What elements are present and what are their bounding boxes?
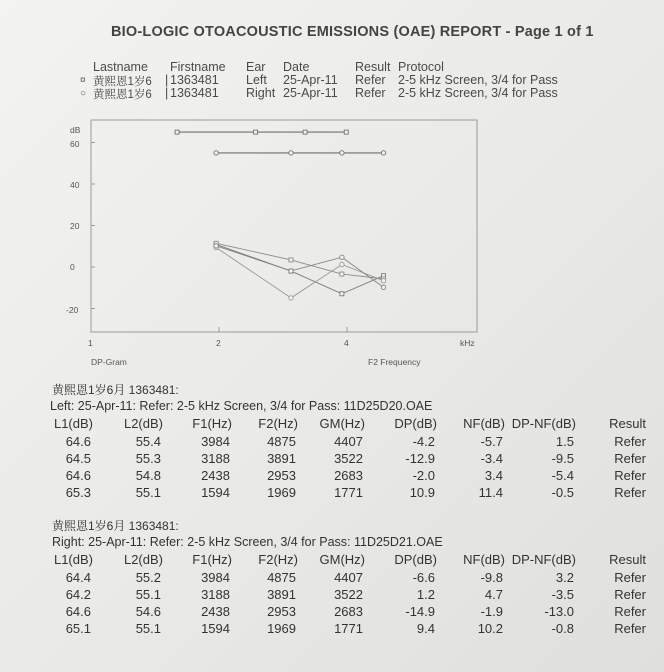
column-header: Result [609,416,646,431]
table-cell: 64.6 [65,468,91,483]
data-point [289,296,293,300]
column-header: L1(dB) [53,552,93,567]
table-cell: -5.7 [480,434,503,449]
header-firstname: Firstname [170,60,226,74]
data-point [254,130,258,134]
table-cell: 54.8 [135,468,161,483]
table-cell: -4.2 [412,434,435,449]
table-cell: 64.6 [65,434,91,449]
data-point [175,130,179,134]
table-cell: 11.4 [478,485,503,500]
column-header: F1(Hz) [192,552,232,567]
patient-name-line: 黄熙恩1岁6月 1363481: [52,383,179,397]
table-cell: Refer [614,434,646,449]
table-cell: 64.6 [65,604,91,619]
y-tick-label: 60 [70,139,80,149]
table-cell: 55.4 [135,434,161,449]
x-tick-label: 2 [216,338,221,348]
header-protocol: Protocol [398,60,444,74]
test-info-line: Right: 25-Apr-11: Refer: 2-5 kHz Screen, 3/4 for Pass: 11D25D21.OAE [52,535,443,549]
table-cell: 55.2 [135,570,161,585]
data-point [340,151,344,155]
header-ear: Ear [246,60,266,74]
table-cell: 55.1 [135,621,161,636]
data-point [214,244,218,248]
table-cell: 55.3 [135,451,161,466]
column-header: GM(Hz) [319,552,365,567]
y-tick-label: 20 [70,221,80,231]
table-cell: -9.8 [480,570,503,585]
report-title: BIO-LOGIC OTOACOUSTIC EMISSIONS (OAE) REPORT - Page 1 of 1 [111,24,594,40]
table-cell: 3188 [201,587,230,602]
column-header: L1(dB) [53,416,93,431]
x-tick-label: 4 [344,338,349,348]
column-header: L2(dB) [123,416,163,431]
data-point [381,278,385,282]
table-cell: -0.8 [551,621,574,636]
patient-separator: | [165,73,169,87]
table-cell: -12.9 [405,451,435,466]
column-header: Result [609,552,646,567]
table-cell: 1771 [334,621,363,636]
table-cell: 64.5 [65,451,91,466]
table-cell: 2438 [201,604,230,619]
table-cell: -3.4 [480,451,503,466]
table-cell: 1594 [201,621,230,636]
table-cell: 3522 [334,587,363,602]
x-tick-label: 1 [88,338,93,348]
column-header: GM(Hz) [319,416,365,431]
table-cell: 3522 [334,451,363,466]
table-cell: 2953 [267,604,296,619]
table-cell: -3.5 [551,587,574,602]
table-cell: 3984 [201,570,230,585]
patient-ear: Right [246,86,276,100]
table-cell: 9.4 [416,621,435,636]
data-point [303,130,307,134]
table-cell: 1771 [334,485,363,500]
table-cell: 65.1 [65,621,91,636]
data-point [381,285,385,289]
table-cell: -5.4 [551,468,574,483]
table-cell: 1969 [267,621,296,636]
table-cell: 4875 [267,434,296,449]
patient-id: 1363481 [170,86,219,100]
table-cell: -9.5 [551,451,574,466]
header-result: Result [355,60,391,74]
table-cell: 4407 [334,570,363,585]
column-header: F2(Hz) [258,416,298,431]
column-header: F1(Hz) [192,416,232,431]
chart-title: DP-Gram [91,357,127,367]
patient-ear: Left [246,73,267,87]
table-cell: 10.9 [409,485,435,500]
x-unit-label: kHz [460,338,475,348]
table-cell: -6.6 [412,570,435,585]
series-0 [214,242,385,295]
column-header: DP(dB) [394,552,437,567]
table-cell: -1.9 [480,604,503,619]
table-cell: Refer [614,468,646,483]
data-point [289,258,293,262]
y-tick-label: 40 [70,180,80,190]
series-4 [175,130,348,134]
table-cell: 1969 [267,485,296,500]
y-tick-label: 0 [70,262,75,272]
series-line [216,248,383,298]
table-cell: 65.3 [65,485,91,500]
table-cell: 3891 [267,451,296,466]
table-cell: Refer [614,604,646,619]
data-point [344,130,348,134]
table-cell: 64.2 [65,587,91,602]
table-cell: 55.1 [135,485,161,500]
table-cell: Refer [614,451,646,466]
table-cell: 64.4 [65,570,91,585]
data-point [340,272,344,276]
test-info-line: Left: 25-Apr-11: Refer: 2-5 kHz Screen, 3/4 for Pass: 11D25D20.OAE [50,399,433,413]
x-axis-label: F2 Frequency [368,357,421,367]
right-ear-marker-icon: ○ [80,88,87,99]
table-cell: 1.5 [555,434,574,449]
data-point [340,262,344,266]
patient-name-line: 黄熙恩1岁6月 1363481: [52,519,179,533]
data-point [289,151,293,155]
table-cell: 3.4 [484,468,503,483]
chart-frame [91,120,477,332]
patient-date: 25-Apr-11 [283,73,338,87]
data-point [289,269,293,273]
patient-protocol: 2-5 kHz Screen, 3/4 for Pass [398,86,558,100]
table-cell: 4.7 [484,587,503,602]
y-axis-unit: dB [70,125,81,135]
patient-name: 黄熙恩1岁6 [93,76,152,88]
table-cell: 4875 [267,570,296,585]
table-cell: 1.2 [416,587,435,602]
table-cell: 4407 [334,434,363,449]
patient-separator: | [165,86,169,100]
table-cell: Refer [614,587,646,602]
table-cell: Refer [614,570,646,585]
table-cell: 54.6 [135,604,161,619]
column-header: DP(dB) [394,416,437,431]
data-point [214,151,218,155]
table-cell: Refer [614,485,646,500]
data-point [340,292,344,296]
table-cell: 55.1 [135,587,161,602]
column-header: DP-NF(dB) [511,552,576,567]
table-cell: 10.2 [477,621,503,636]
patient-name: 黄熙恩1岁6 [93,89,152,101]
table-cell: 3891 [267,587,296,602]
series-3 [214,244,386,290]
data-point [381,151,385,155]
table-cell: 2683 [334,468,363,483]
header-date: Date [283,60,310,74]
patient-id: 1363481 [170,73,219,87]
patient-result: Refer [355,86,386,100]
table-cell: -13.0 [544,604,574,619]
table-cell: 3188 [201,451,230,466]
left-ear-marker-icon: ¤ [80,75,86,86]
table-cell: 2953 [267,468,296,483]
column-header: NF(dB) [463,416,505,431]
series-line [216,243,383,278]
table-cell: 2683 [334,604,363,619]
patient-result: Refer [355,73,386,87]
patient-protocol: 2-5 kHz Screen, 3/4 for Pass [398,73,558,87]
series-5 [214,151,386,155]
column-header: DP-NF(dB) [511,416,576,431]
column-header: L2(dB) [123,552,163,567]
table-cell: -14.9 [405,604,435,619]
series-line [216,246,383,287]
table-cell: 3.2 [555,570,574,585]
table-cell: 2438 [201,468,230,483]
y-tick-label: -20 [66,305,79,315]
header-lastname: Lastname [93,60,148,74]
column-header: NF(dB) [463,552,505,567]
data-point [340,255,344,259]
table-cell: 1594 [201,485,230,500]
table-cell: -2.0 [412,468,435,483]
table-cell: 3984 [201,434,230,449]
patient-date: 25-Apr-11 [283,86,338,100]
table-cell: -0.5 [551,485,574,500]
column-header: F2(Hz) [258,552,298,567]
table-cell: Refer [614,621,646,636]
